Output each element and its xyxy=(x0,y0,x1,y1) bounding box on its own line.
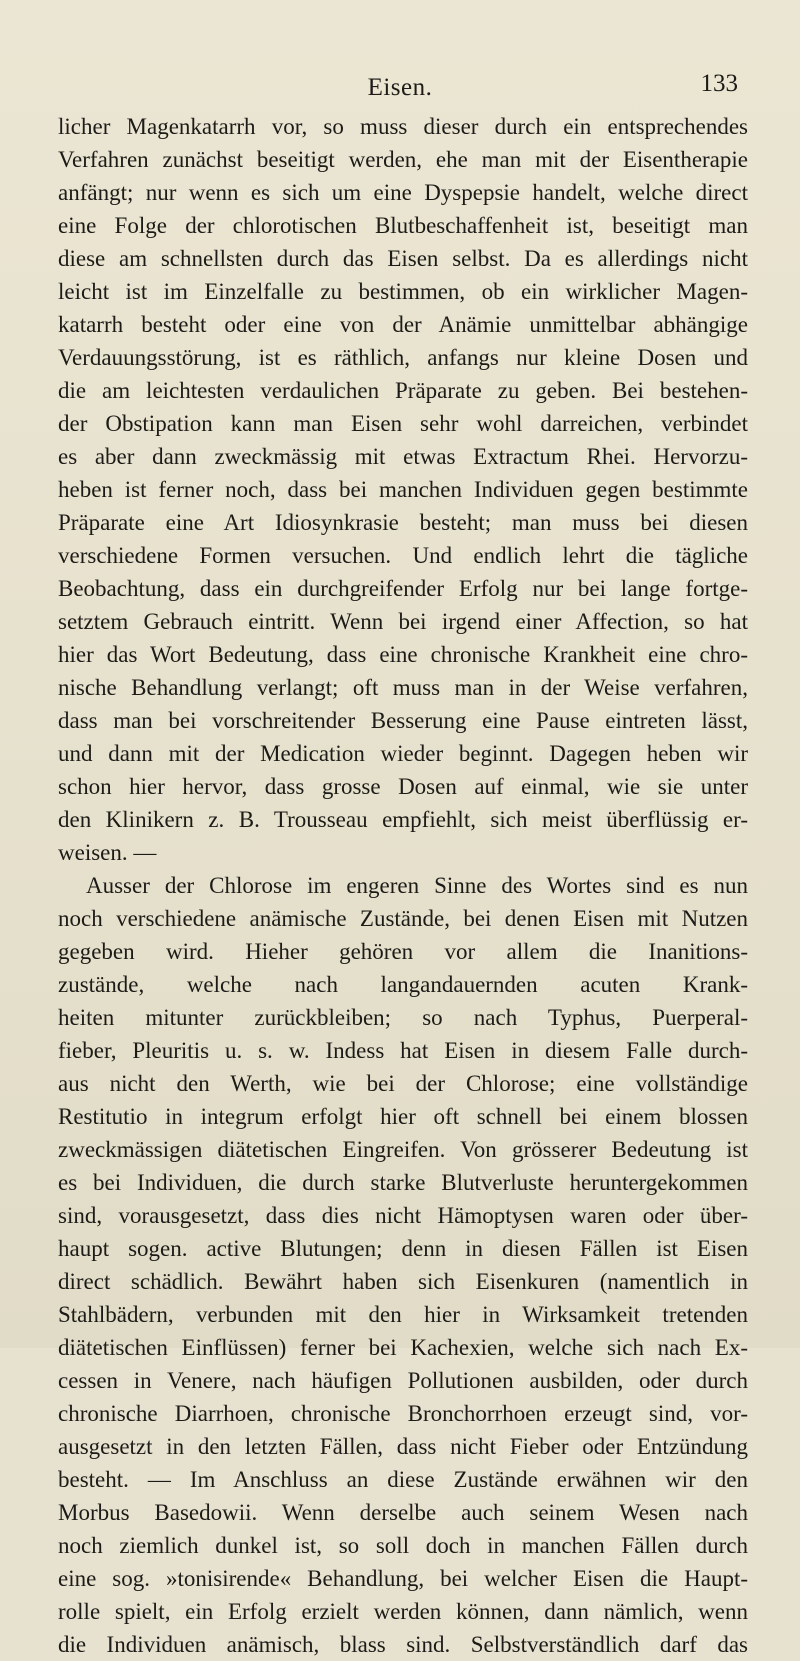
page-number: 133 xyxy=(700,70,738,97)
text-line: leicht ist im Einzelfalle zu bestimmen, ob ein wirklicher Magen- xyxy=(58,279,748,304)
text-line: Morbus Basedowii. Wenn derselbe auch seinem Wesen nach xyxy=(58,1500,748,1525)
text-line: Ausser der Chlorose im engeren Sinne des Wortes sind es nun xyxy=(86,873,748,898)
text-line: noch verschiedene anämische Zustände, bei denen Eisen mit Nutzen xyxy=(58,906,748,931)
text-line: Verfahren zunächst beseitigt werden, ehe man mit der Eisentherapie xyxy=(58,147,748,172)
text-line: besteht. — Im Anschluss an diese Zustände erwähnen wir den xyxy=(58,1467,748,1492)
text-line: gegeben wird. Hieher gehören vor allem die Inanitions- xyxy=(58,939,748,964)
text-line: Stahlbädern, verbunden mit den hier in Wirksamkeit tretenden xyxy=(58,1302,748,1327)
text-line: anfängt; nur wenn es sich um eine Dyspepsie handelt, welche direct xyxy=(58,180,748,205)
text-line: weisen. — xyxy=(58,840,157,865)
text-line: fieber, Pleuritis u. s. w. Indess hat Eisen in diesem Falle durch- xyxy=(58,1038,748,1063)
text-line: licher Magenkatarrh vor, so muss dieser durch ein entsprechendes xyxy=(58,114,748,139)
text-line: die am leichtesten verdaulichen Präparate zu geben. Bei bestehen- xyxy=(58,378,748,403)
page-header xyxy=(0,64,800,104)
text-line: diätetischen Einflüssen) ferner bei Kachexien, welche sich nach Ex- xyxy=(58,1335,748,1360)
text-line: noch ziemlich dunkel ist, so soll doch in manchen Fällen durch xyxy=(58,1533,748,1558)
text-line: setztem Gebrauch eintritt. Wenn bei irgend einer Affection, so hat xyxy=(58,609,748,634)
text-line: direct schädlich. Bewährt haben sich Eisenkuren (namentlich in xyxy=(58,1269,748,1294)
text-line: zustände, welche nach langandauernden acuten Krank- xyxy=(58,972,748,997)
text-line: schon hier hervor, dass grosse Dosen auf einmal, wie sie unter xyxy=(58,774,748,799)
text-line: zweckmässigen diätetischen Eingreifen. Von grösserer Bedeutung ist xyxy=(58,1137,748,1162)
text-line: die Individuen anämisch, blass sind. Selbstverständlich darf das xyxy=(58,1632,748,1657)
text-line: haupt sogen. active Blutungen; denn in diesen Fällen ist Eisen xyxy=(58,1236,748,1261)
text-line: katarrh besteht oder eine von der Anämie unmittelbar abhängige xyxy=(58,312,748,337)
text-line: Verdauungsstörung, ist es räthlich, anfangs nur kleine Dosen und xyxy=(58,345,748,370)
text-line: es aber dann zweckmässig mit etwas Extractum Rhei. Hervorzu- xyxy=(58,444,748,469)
text-line: ausgesetzt in den letzten Fällen, dass nicht Fieber oder Entzündung xyxy=(58,1434,748,1459)
text-line: heiten mitunter zurückbleiben; so nach Typhus, Puerperal- xyxy=(58,1005,748,1030)
text-line: eine Folge der chlorotischen Blutbeschaffenheit ist, beseitigt man xyxy=(58,213,748,238)
text-line: diese am schnellsten durch das Eisen selbst. Da es allerdings nicht xyxy=(58,246,748,271)
body-text xyxy=(58,110,748,1661)
text-line: hier das Wort Bedeutung, dass eine chronische Krankheit eine chro- xyxy=(58,642,748,667)
text-line: es bei Individuen, die durch starke Blutverluste heruntergekommen xyxy=(58,1170,748,1195)
running-title: Eisen. xyxy=(367,74,433,101)
text-line: Restitutio in integrum erfolgt hier oft schnell bei einem blossen xyxy=(58,1104,748,1129)
text-line: heben ist ferner noch, dass bei manchen Individuen gegen bestimmte xyxy=(58,477,748,502)
text-line: der Obstipation kann man Eisen sehr wohl darreichen, verbindet xyxy=(58,411,748,436)
text-line: dass man bei vorschreitender Besserung eine Pause eintreten lässt, xyxy=(58,708,748,733)
text-line: Präparate eine Art Idiosynkrasie besteht; man muss bei diesen xyxy=(58,510,748,535)
text-line: rolle spielt, ein Erfolg erzielt werden können, dann nämlich, wenn xyxy=(58,1599,748,1624)
text-line: cessen in Venere, nach häufigen Pollutionen ausbilden, oder durch xyxy=(58,1368,748,1393)
text-line: verschiedene Formen versuchen. Und endlich lehrt die tägliche xyxy=(58,543,748,568)
text-line: chronische Diarrhoen, chronische Bronchorrhoen erzeugt sind, vor- xyxy=(58,1401,748,1426)
text-line: sind, vorausgesetzt, dass dies nicht Hämoptysen waren oder über- xyxy=(58,1203,748,1228)
text-line: nische Behandlung verlangt; oft muss man in der Weise verfahren, xyxy=(58,675,748,700)
text-line: eine sog. »tonisirende« Behandlung, bei welcher Eisen die Haupt- xyxy=(58,1566,748,1591)
text-line: und dann mit der Medication wieder beginnt. Dagegen heben wir xyxy=(58,741,748,766)
text-line: den Klinikern z. B. Trousseau empfiehlt, sich meist überflüssig er- xyxy=(58,807,748,832)
text-line: Beobachtung, dass ein durchgreifender Erfolg nur bei lange fortge- xyxy=(58,576,748,601)
text-line: aus nicht den Werth, wie bei der Chlorose; eine vollständige xyxy=(58,1071,748,1096)
